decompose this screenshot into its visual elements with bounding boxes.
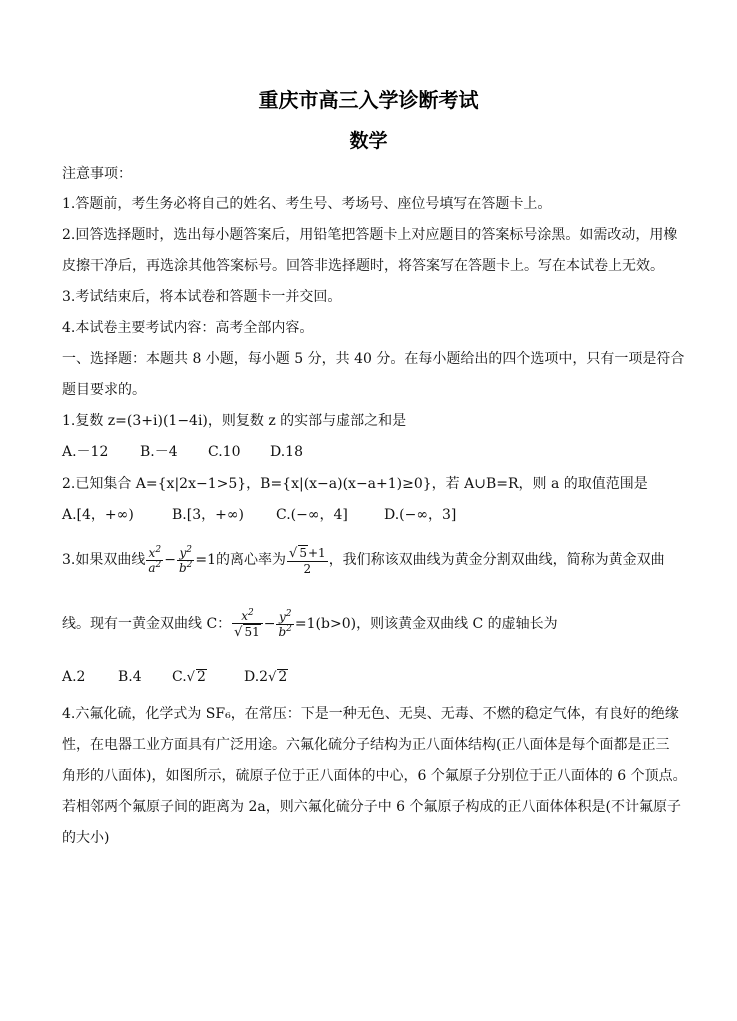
q1-option-c: C.10 [208, 444, 241, 460]
note-item-3: 3.考试结束后，将本试卷和答题卡一并交回。 [62, 289, 342, 305]
q1-option-b: B.－4 [140, 444, 178, 460]
q2-option-b: B.[3，+∞) [172, 507, 244, 523]
q2-option-a: A.[4，+∞) [62, 507, 134, 523]
q3-suffix: ，我们称该双曲线为黄金分割双曲线，简称为黄金双曲 [328, 552, 665, 568]
question-1-options [62, 443, 682, 461]
q2-option-d: D.(−∞，3] [384, 507, 457, 523]
q2-option-c: C.(−∞，4] [276, 507, 348, 523]
subject-title: 数学 [349, 130, 388, 152]
section-heading-cont: 题目要求的。 [62, 382, 146, 398]
question-4-line-3: 角形的八面体)，如图所示，硫原子位于正八面体的中心，6 个氟原子分别位于正八面体的 6 个顶点。 [62, 768, 687, 784]
note-item-2-cont: 皮擦干净后，再选涂其他答案标号。回答非选择题时，将答案写在答题卡上。写在本试卷上无效。 [62, 258, 664, 274]
question-2-options [62, 506, 682, 524]
q3-fraction-y2-b2: $\frac{y^2}{b^2}$ [178, 544, 193, 575]
note-item-1: 1.答题前，考生务必将自己的姓名、考生号、考场号、座位号填写在答题卡上。 [62, 196, 552, 212]
question-3-line-1: 3.如果双曲线 $\frac{x^2}{a^2}$ − $\frac{y^2}{b^2}$ =1的离心率为 $\frac{√ 5+1}{2}$ ，我们称该双曲线为黄金分割双曲线，简称为黄金双曲 [62, 544, 665, 576]
q3-fraction-y2-b2-2: $\frac{y^2}{b^2}$ [278, 608, 292, 639]
section-heading: 一、选择题：本题共 8 小题，每小题 5 分，共 40 分。在每小题给出的四个选项中，只有一项是符合 [62, 351, 685, 367]
q3-eq-text: =1的离心率为 [195, 552, 287, 568]
q3-fraction-x2-a2: $\frac{x^2}{a^2}$ [148, 544, 162, 575]
q1-option-d: D.18 [270, 444, 303, 460]
question-4-line-1: 4.六氟化硫，化学式为 SF₆，在常压：下是一种无色、无臭、无毒、不燃的稳定气体，有良好的绝缘 [62, 706, 679, 722]
q3-line2-prefix: 线。现有一黄金双曲线 C： [62, 616, 232, 632]
question-4-line-4: 若相邻两个氟原子间的距离为 2a，则六氟化硫分子中 6 个氟原子构成的正八面体体积是(不计氟原子 [62, 799, 681, 815]
q3-option-a: A.2 [62, 669, 86, 685]
question-4-line-2: 性，在电器工业方面具有广泛用途。六氟化硫分子结构为正八面体结构(正八面体是每个面都是正三 [62, 737, 670, 753]
q3-option-c: C.√ 2 [172, 669, 206, 685]
note-item-2: 2.回答选择题时，选出每小题答案后，用铅笔把答题卡上对应题目的答案标号涂黑。如需改动，用橡 [62, 227, 678, 243]
q3-prefix: 3.如果双曲线 [62, 552, 146, 568]
note-item-4: 4.本试卷主要考试内容：高考全部内容。 [62, 320, 314, 336]
question-3-options [62, 668, 682, 687]
question-4-line-5: 的大小) [62, 830, 110, 846]
q3-golden-ratio: $\frac{√ 5+1}{2}$ [289, 545, 326, 576]
question-1-stem: 1.复数 z=(3+i)(1−4i)，则复数 z 的实部与虚部之和是 [62, 413, 407, 429]
exam-title: 重庆市高三入学诊断考试 [258, 88, 479, 112]
q3-eq2-text: =1(b>0)，则该黄金双曲线 C 的虚轴长为 [294, 616, 558, 632]
question-2-stem: 2.已知集合 A={x|2x−1>5}，B={x|(x−a)(x−a+1)≥0}，若 A∪B=R，则 a 的取值范围是 [62, 476, 648, 492]
q3-fraction-x2-sqrt51: $\frac{x^2}{√ 51}$ [232, 609, 263, 640]
question-3-line-2: 线。现有一黄金双曲线 C： $\frac{x^2}{√ 51}$ − $\frac{y^2}{b^2}$ =1(b>0)，则该黄金双曲线 C 的虚轴长为 [62, 607, 558, 640]
q3-option-d: D.2√ 2 [244, 669, 288, 685]
notes-heading: 注意事项： [62, 166, 132, 182]
q3-option-b: B.4 [118, 669, 142, 685]
q1-option-a: A.－12 [62, 444, 109, 460]
